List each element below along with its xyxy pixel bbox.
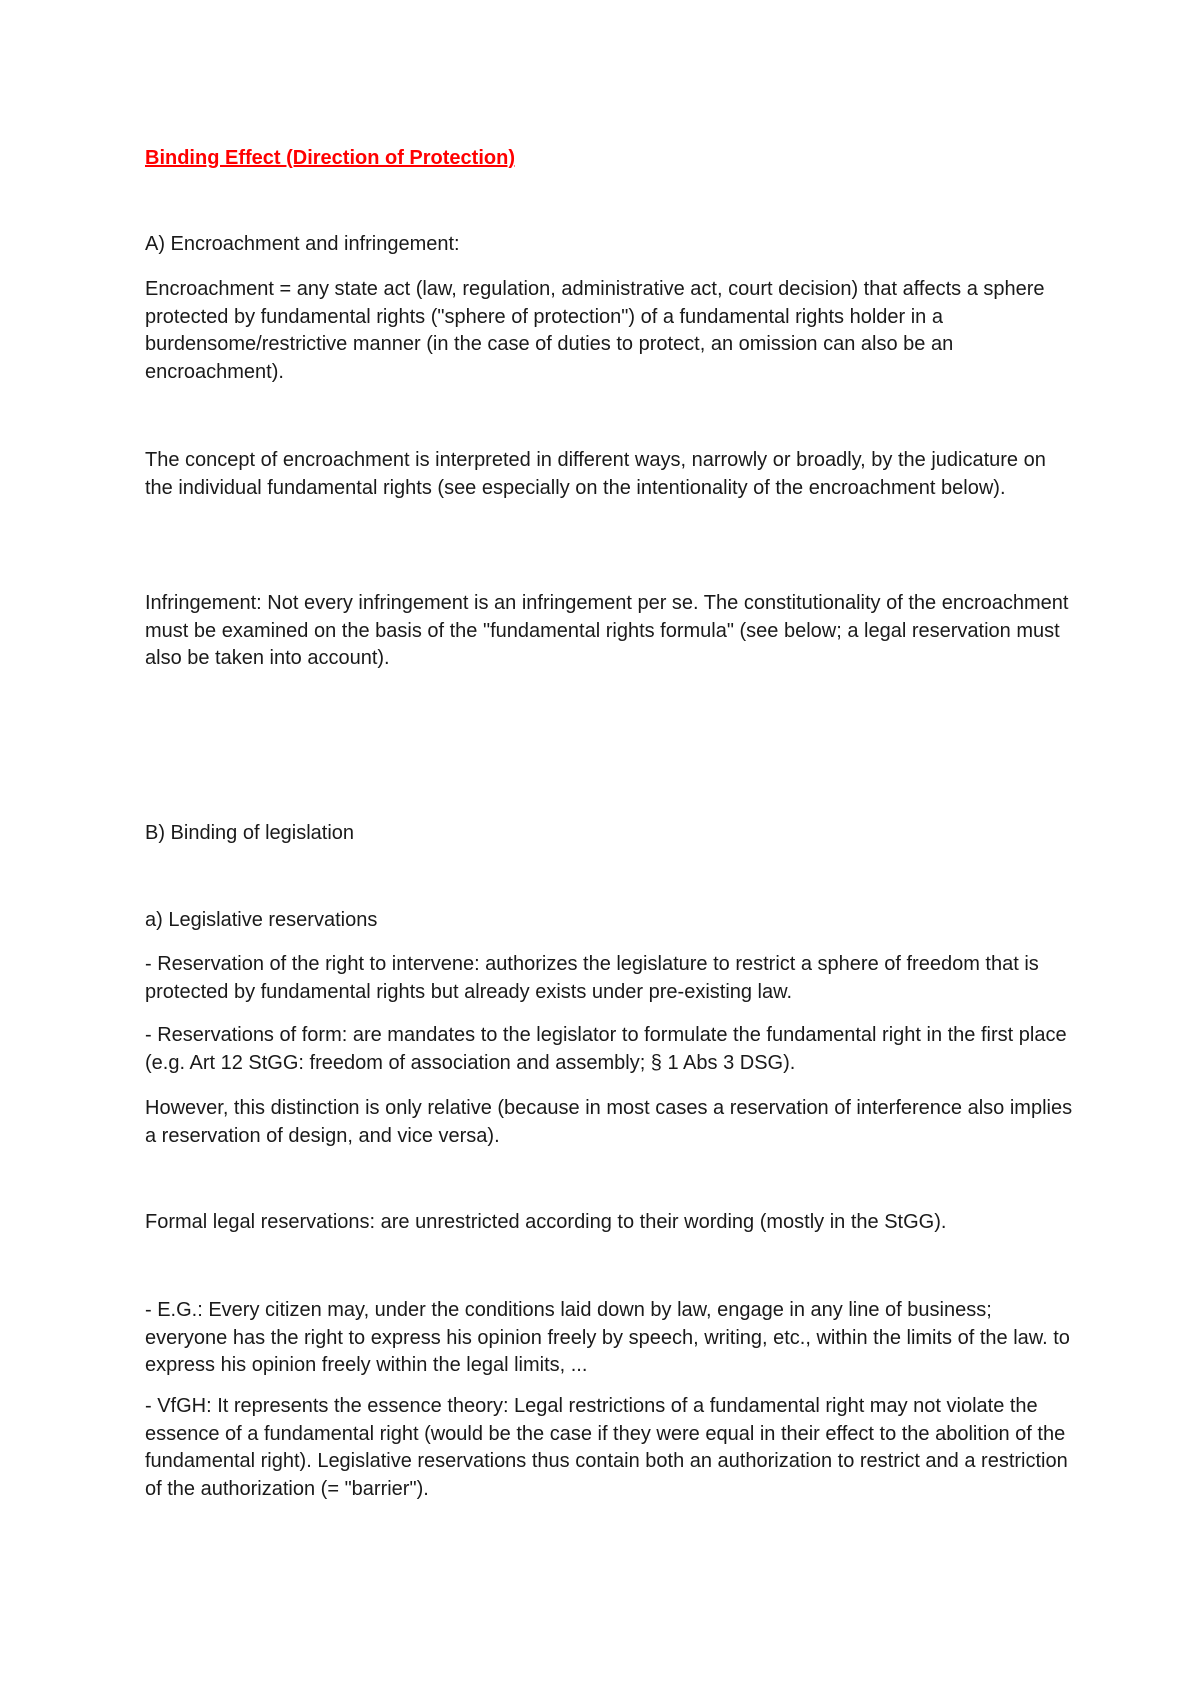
paragraph-infringement: Infringement: Not every infringement is an infringement per se. The constitutionality of the encroachment must be examined on the basis of the "fundamental rights formula" (see below; a legal reservation must also be taken into account). bbox=[145, 592, 1069, 669]
paragraph-reservation-intervene: - Reservation of the right to intervene: authorizes the legislature to restrict a sphere of freedom that is protected by fundamental rights but already exists under pre-existing law. bbox=[145, 953, 1039, 1003]
subsection-heading-a: a) Legislative reservations bbox=[145, 909, 378, 931]
paragraph-vfgh-essence-theory: - VfGH: It represents the essence theory: Legal restrictions of a fundamental right may not violate the essence of a fundamental right (would be the case if they were equal in their effect to the abolition of the fundamental right). Legislative reservations thus contain both an authorization to restrict and a restriction of the authorization (= "barrier"). bbox=[145, 1395, 1068, 1500]
document-title: Binding Effect (Direction of Protection) bbox=[145, 147, 515, 169]
paragraph-formal-legal-reservations: Formal legal reservations: are unrestricted according to their wording (mostly in the StGG). bbox=[145, 1211, 947, 1233]
section-heading-b: B) Binding of legislation bbox=[145, 822, 355, 844]
paragraph-distinction-relative: However, this distinction is only relative (because in most cases a reservation of interference also implies a reservation of design, and vice versa). bbox=[145, 1097, 1073, 1147]
paragraph-example: - E.G.: Every citizen may, under the conditions laid down by law, engage in any line of business; everyone has the right to express his opinion freely by speech, writing, etc., within the limits of the law. to express his opinion freely within the legal limits, ... bbox=[145, 1299, 1070, 1376]
paragraph-reservation-form: - Reservations of form: are mandates to the legislator to formulate the fundamental right in the first place (e.g. Art 12 StGG: freedom of association and assembly; § 1 Abs 3 DSG). bbox=[145, 1024, 1067, 1074]
paragraph-encroachment-concept: The concept of encroachment is interpreted in different ways, narrowly or broadly, by the judicature on the individual fundamental rights (see especially on the intentionality of the encroachment below). bbox=[145, 449, 1046, 499]
section-heading-a: A) Encroachment and infringement: bbox=[145, 233, 460, 255]
paragraph-encroachment-definition: Encroachment = any state act (law, regulation, administrative act, court decision) that affects a sphere protected by fundamental rights ("sphere of protection") of a fundamental rights holder in a burdensome/restrictive manner (in the case of duties to protect, an omission can also be an encroachment). bbox=[145, 278, 1045, 383]
